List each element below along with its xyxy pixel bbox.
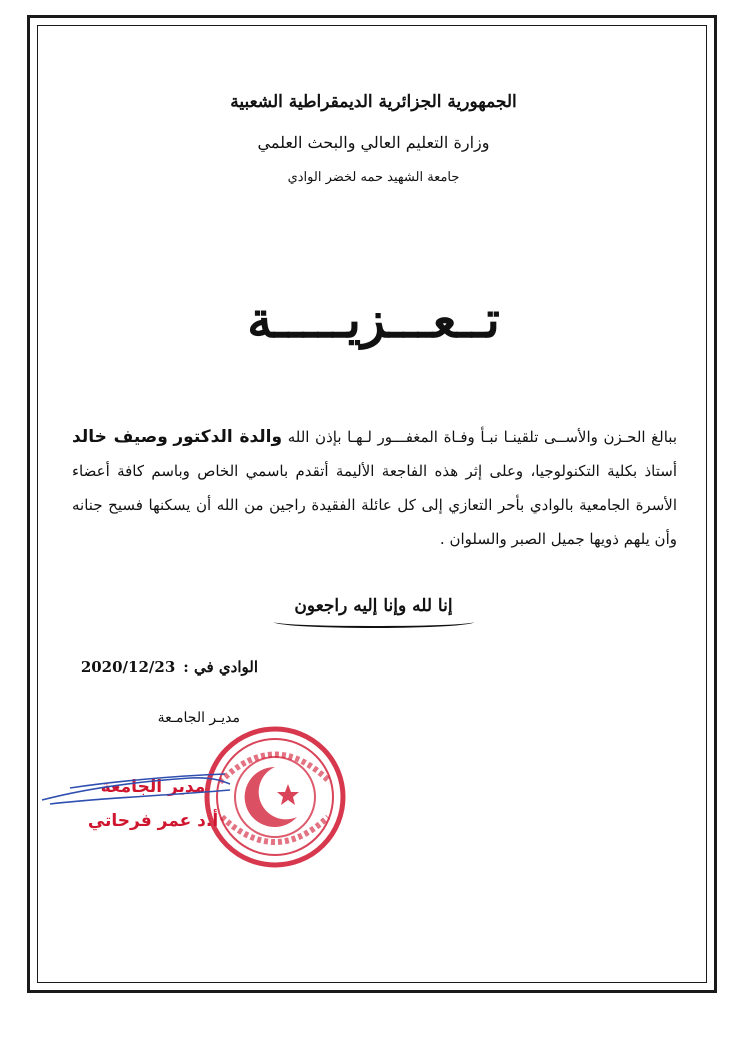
- verse-underline: [274, 616, 474, 628]
- stamp-name: أ.د عمر فرحاتي: [87, 811, 219, 831]
- stamp-title: مدير الجامعة: [100, 777, 206, 797]
- paragraph-text-start: ببالغ الحـزن والأســى تلقينـا نبـأ وفـاة المغفـــور لـهـا بإذن الله: [282, 428, 677, 446]
- document-title: تــعـــزيـــــة: [247, 290, 500, 349]
- date-label: الوادي في :: [183, 658, 258, 676]
- quran-verse: [60, 596, 687, 628]
- date-line: [60, 658, 258, 676]
- republic-header: الجمهورية الجزائرية الديمقراطية الشعبية: [230, 92, 517, 112]
- ministry-header: وزارة التعليم العالي والبحث العلمي: [257, 133, 490, 152]
- handwritten-signature: [40, 760, 240, 820]
- paragraph-text-end: أستاذ بكلية التكنولوجيا، وعلى إثر هذه الفاجعة الأليمة أتقدم باسمي الخاص وباسم كافة أعضاء الأسرة الجامعية بالوادي بأحر التعازي إلى كل عائلة الفقيدة راجين من الله أن يسكنها فسيح جنانه وأن يلهم ذويها جميل الصبر والسلوان .: [72, 462, 677, 548]
- condolence-paragraph: [72, 420, 677, 556]
- paragraph-bold-relation: والدة الدكتور: [173, 427, 283, 447]
- verse-text: إنا لله وإنا إليه راجعون: [294, 596, 453, 616]
- university-header: جامعة الشهيد حمه لخضر الوادي: [287, 170, 460, 185]
- signer-title: مديـر الجامـعة: [157, 710, 240, 726]
- paragraph-bold-name: وصيف خالد: [72, 427, 168, 447]
- date-value: 2020/12/23: [80, 658, 176, 676]
